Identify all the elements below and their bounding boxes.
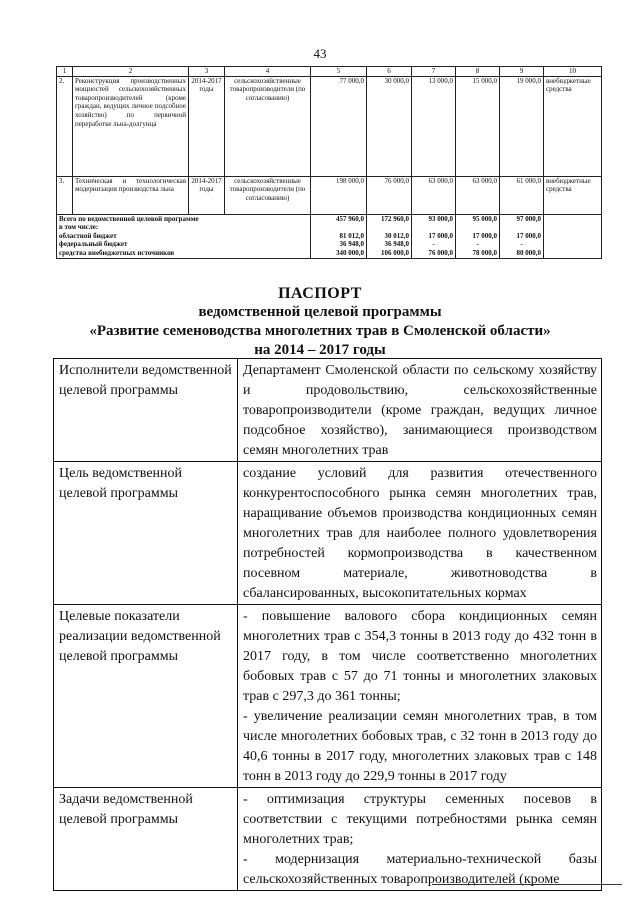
total-value: 93 000,0	[428, 214, 453, 223]
executor: сельскохозяйственные товаропроизводители (по согласованию)	[225, 176, 311, 214]
col-header: 1	[57, 67, 73, 77]
value-paragraph: Департамент Смоленской области по сельскому хозяйству и продовольствию, сельскохозяйственные товаропроизводители (кроме граждан, ведущих личное подсобное хозяйство), занимающиеся производством семян многолетних трав	[243, 363, 597, 458]
amount-2015: 13 000,0	[412, 76, 456, 176]
col-header: 8	[456, 67, 500, 77]
totals-row	[57, 214, 602, 258]
row-number: 3.	[57, 176, 73, 214]
label-federal: федеральный бюджет	[59, 240, 128, 249]
executor: сельскохозяйственные товаропроизводители (по согласованию)	[225, 76, 311, 176]
row-value	[238, 788, 602, 891]
passport-row-indicators	[54, 605, 602, 788]
amount-2015: 63 000,0	[412, 176, 456, 214]
row-value	[238, 462, 602, 605]
funding-source: внебюджетные средства	[544, 76, 602, 176]
extra-value: 340 000,0	[336, 248, 364, 257]
activity-name: Реконструкция производственных мощностей сельскохозяйственных товаропроизводителей (кроме граждан, ведущих личное подсобное хозяйство) по первичной переработке льна-долгунца	[73, 76, 189, 176]
regional-value: 81 012,0	[339, 231, 364, 240]
value-paragraph: - модернизация материально-технической базы сельскохозяйственных товаропроизводителей (кроме	[243, 852, 597, 887]
period: 2014-2017 годы	[189, 76, 225, 176]
value-paragraph: - повышение валового сбора кондиционных семян многолетних трав с 354,3 тонны в 2013 году до 432 тонн в 2017 году, в том числе соответственно многолетних бобовых трав с 57 до 71 тонны и многолетних злаковых трав с 297,3 до 361 тонны;	[243, 609, 597, 704]
row-label: Цель ведомственной целевой программы	[54, 462, 238, 605]
federal-value: 36 948,0	[339, 240, 364, 249]
label-including: в том числе:	[59, 223, 99, 232]
col-header: 10	[544, 67, 602, 77]
amount-2016: 63 000,0	[456, 176, 500, 214]
totals-col-source	[544, 214, 602, 258]
col-header: 7	[412, 67, 456, 77]
col-header: 9	[500, 67, 544, 77]
totals-col-total	[311, 214, 367, 258]
row-label: Исполнители ведомственной целевой программы	[54, 359, 238, 462]
amount-2016: 15 000,0	[456, 76, 500, 176]
table-header-row	[57, 67, 602, 77]
passport-row-executors	[54, 359, 602, 462]
federal-value: -	[432, 240, 435, 249]
passport-title	[0, 284, 640, 360]
extra-value: 78 000,0	[472, 248, 497, 257]
table-row	[57, 176, 602, 214]
totals-col-2016	[456, 214, 500, 258]
title-line-4: на 2014 – 2017 годы	[254, 342, 386, 358]
federal-value: 36 948,0	[384, 240, 409, 249]
extra-value: 76 000,0	[428, 248, 453, 257]
col-header: 3	[189, 67, 225, 77]
period: 2014-2017 годы	[189, 176, 225, 214]
row-value	[238, 359, 602, 462]
totals-col-2014	[367, 214, 412, 258]
amount-total: 198 000,0	[311, 176, 367, 214]
amount-2017: 61 000,0	[500, 176, 544, 214]
row-label: Задачи ведомственной целевой программы	[54, 788, 238, 891]
footer-line	[432, 884, 622, 885]
row-value	[238, 605, 602, 788]
col-header: 2	[73, 67, 189, 77]
col-header: 4	[225, 67, 311, 77]
regional-value: 17 000,0	[428, 231, 453, 240]
label-regional: областной бюджет	[59, 231, 117, 240]
funding-table	[56, 66, 602, 259]
col-header: 5	[311, 67, 367, 77]
amount-2017: 19 000,0	[500, 76, 544, 176]
totals-labels	[57, 214, 311, 258]
federal-value: -	[520, 240, 523, 249]
totals-col-2015	[412, 214, 456, 258]
total-value: 457 960,0	[336, 214, 364, 223]
title-line-2: ведомственной целевой программы	[198, 304, 442, 320]
passport-row-goal	[54, 462, 602, 605]
regional-value: 30 012,0	[384, 231, 409, 240]
label-total: Всего по ведомственной целевой программе	[59, 214, 199, 223]
row-number: 2.	[57, 76, 73, 176]
value-paragraph: создание условий для развития отечественного конкурентоспособного рынка семян многолетних трав, наращивание объемов производства кондиционных семян многолетних трав для наиболее полного удовлетворения потребностей кормопроизводства в качественном посевном материале, животноводства в сбалансированных, высокопитательных кормах	[243, 466, 597, 601]
amount-total: 77 000,0	[311, 76, 367, 176]
amount-2014: 76 000,0	[367, 176, 412, 214]
value-paragraph: - оптимизация структуры семенных посевов в соответствии с текущими потребностями рынка семян многолетних трав;	[243, 792, 597, 847]
total-value: 95 000,0	[472, 214, 497, 223]
federal-value: -	[476, 240, 479, 249]
amount-2014: 30 000,0	[367, 76, 412, 176]
extra-value: 80 000,0	[516, 248, 541, 257]
total-value: 172 960,0	[381, 214, 409, 223]
regional-value: 17 000,0	[516, 231, 541, 240]
funding-source: внебюджетные средства	[544, 176, 602, 214]
label-extrabudget: средства внебюджетных источников	[59, 248, 175, 257]
value-paragraph: - увеличение реализации семян многолетних трав, в том числе многолетних бобовых трав, с 32 тонн в 2013 году до 40,6 тонны в 2017 году, многолетних злаковых трав с 148 тонн в 2013 году до 229,9 тонны в 2017 году	[243, 709, 597, 784]
col-header: 6	[367, 67, 412, 77]
regional-value: 17 000,0	[472, 231, 497, 240]
activity-name: Техническая и технологическая модернизация производства льна	[73, 176, 189, 214]
extra-value: 106 000,0	[381, 248, 409, 257]
title-line-1: ПАСПОРТ	[278, 285, 362, 302]
totals-col-2017	[500, 214, 544, 258]
passport-row-tasks	[54, 788, 602, 891]
passport-table	[53, 358, 602, 891]
title-line-3: «Развитие семеноводства многолетних трав в Смоленской области»	[89, 323, 551, 339]
row-label: Целевые показатели реализации ведомственной целевой программы	[54, 605, 238, 788]
table-row	[57, 76, 602, 176]
page-number: 43	[313, 46, 327, 61]
total-value: 97 000,0	[516, 214, 541, 223]
